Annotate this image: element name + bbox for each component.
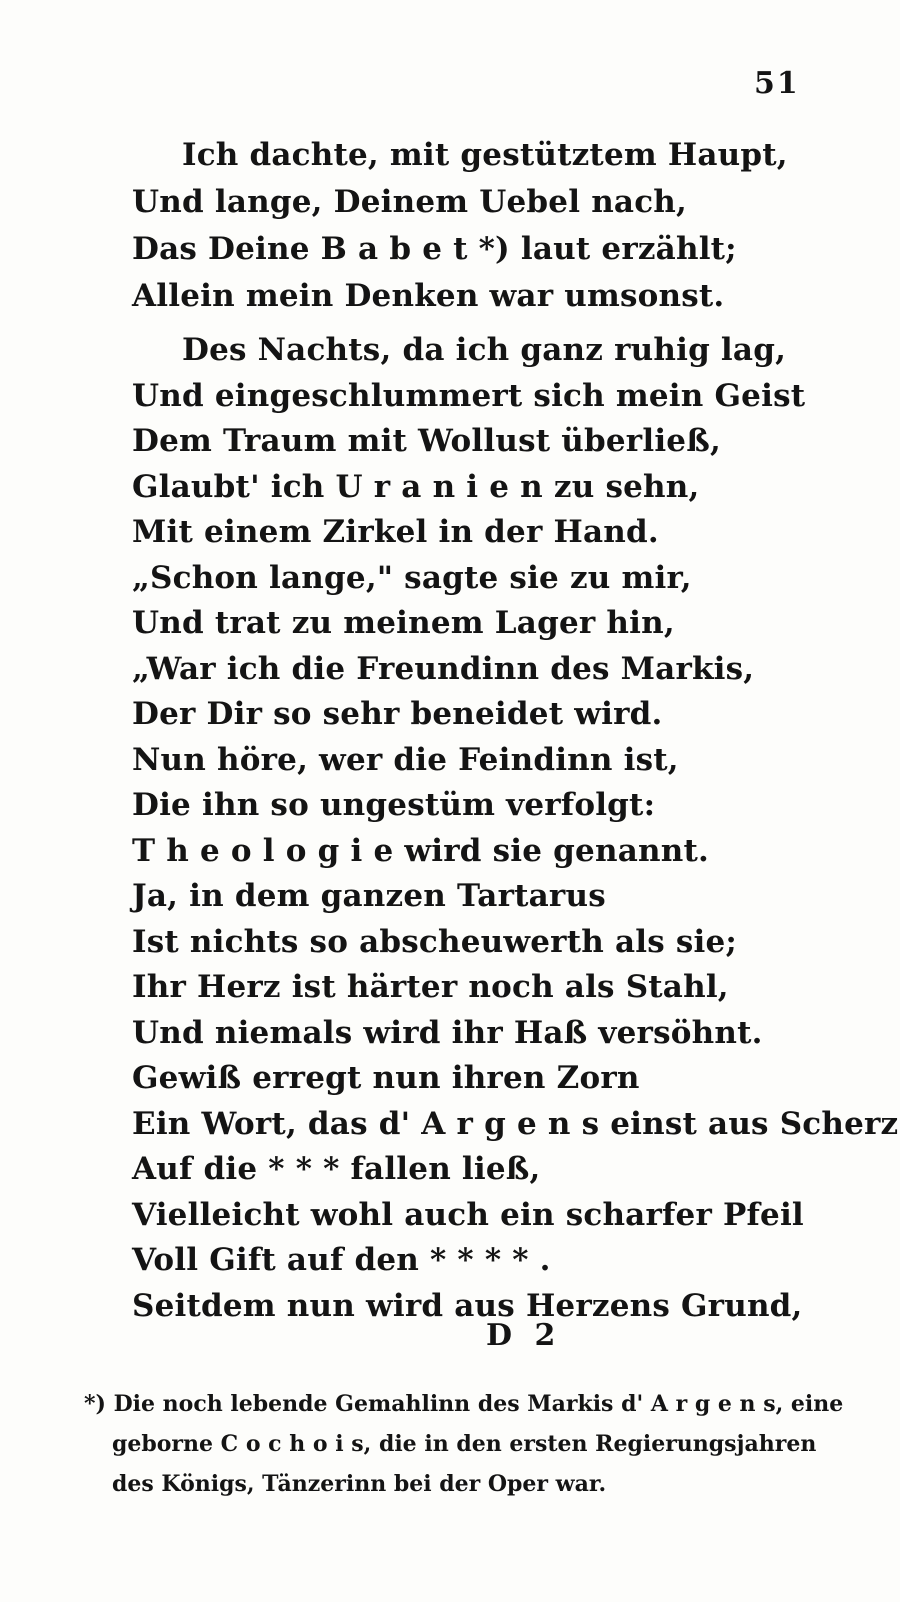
verse-line: Ihr Herz ist härter noch als Stahl,: [132, 969, 729, 1005]
verse-line: „Schon lange," sagte sie zu mir,: [132, 559, 692, 596]
verse-line: Und niemals wird ihr Haß versöhnt.: [132, 1014, 763, 1051]
verse-line: Vielleicht wohl auch ein scharfer Pfeil: [132, 1196, 804, 1233]
verse-line: Ist nichts so abscheuwerth als sie;: [132, 923, 738, 960]
verse-line: Das Deine B a b e t *) laut erzählt;: [132, 231, 737, 267]
verse-line: Nun höre, wer die Feindinn ist,: [132, 741, 679, 778]
verse-line: Des Nachts, da ich ganz ruhig lag,: [182, 332, 787, 368]
verse-line: Die ihn so ungestüm verfolgt:: [132, 787, 656, 823]
verse-line: Ja, in dem ganzen Tartarus: [132, 878, 606, 914]
footnote-line: geborne C o c h o i s, die in den ersten Regierungsjahren: [112, 1431, 817, 1457]
verse-line: Dem Traum mit Wollust überließ,: [132, 423, 721, 459]
verse-line: Der Dir so sehr beneidet wird.: [132, 696, 663, 732]
verse-line: Allein mein Denken war umsonst.: [132, 278, 725, 314]
stanza-1: [132, 132, 792, 320]
verse-line: Voll Gift auf den * * * * .: [132, 1242, 551, 1278]
page-number: 51: [754, 66, 800, 101]
footnote-line: des Königs, Tänzerinn bei der Oper war.: [112, 1471, 607, 1497]
verse-line: Auf die * * * fallen ließ,: [132, 1151, 541, 1187]
verse-line: Glaubt' ich U r a n i e n zu sehn,: [132, 468, 700, 505]
verse-line: Und eingeschlummert sich mein Geist: [132, 377, 806, 414]
verse-line: Gewiß erregt nun ihren Zorn: [132, 1060, 640, 1096]
verse-line: Ich dachte, mit gestütztem Haupt,: [182, 137, 788, 173]
verse-line: Und trat zu meinem Lager hin,: [132, 605, 675, 641]
verse-line: T h e o l o g i e wird sie genannt.: [132, 832, 709, 869]
footnote-line: *) Die noch lebende Gemahlinn des Markis d' A r g e n s, eine: [84, 1391, 844, 1417]
stanza-2: [132, 328, 899, 1329]
verse-line: Mit einem Zirkel in der Hand.: [132, 514, 659, 550]
verse-line: Ein Wort, das d' A r g e n s einst aus Scherz: [132, 1105, 899, 1142]
footnote: [84, 1384, 844, 1504]
verse-line: Und lange, Deinem Uebel nach,: [132, 184, 688, 220]
verse-line: Seitdem nun wird aus Herzens Grund,: [132, 1287, 803, 1324]
printer-signature-mark: D 2: [486, 1318, 562, 1353]
verse-line: „War ich die Freundinn des Markis,: [132, 650, 755, 687]
